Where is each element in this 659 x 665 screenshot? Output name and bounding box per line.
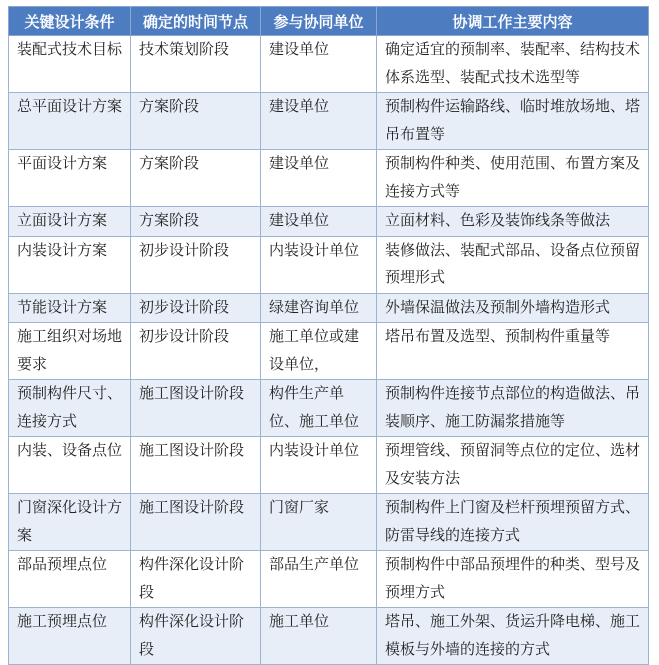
cell-participants: 内装设计单位: [261, 437, 377, 494]
cell-time-node: 技术策划阶段: [131, 36, 261, 93]
cell-condition: 部品预埋点位: [9, 551, 131, 608]
cell-content: 外墙保温做法及预制外墙构造形式: [377, 293, 649, 323]
cell-participants: 施工单位或建设单位，: [261, 323, 377, 380]
cell-condition: 内装、设备点位: [9, 437, 131, 494]
header-main-content: 协调工作主要内容: [377, 7, 649, 36]
cell-condition: 施工组织对场地要求: [9, 323, 131, 380]
cell-time-node: 方案阶段: [131, 207, 261, 237]
cell-content: 立面材料、色彩及装饰线条等做法: [377, 207, 649, 237]
cell-time-node: 方案阶段: [131, 150, 261, 207]
cell-participants: 内装设计单位: [261, 236, 377, 293]
coordination-table: [8, 6, 649, 665]
cell-condition: 预制构件尺寸、连接方式: [9, 380, 131, 437]
header-key-condition: 关键设计条件: [9, 7, 131, 36]
cell-time-node: 初步设计阶段: [131, 236, 261, 293]
cell-content: 预制构件种类、使用范围、布置方案及连接方式等: [377, 150, 649, 207]
cell-participants: 构件生产单位、施工单位: [261, 380, 377, 437]
cell-content: 预制构件运输路线、临时堆放场地、塔吊布置等: [377, 93, 649, 150]
cell-time-node: 构件深化设计阶段: [131, 608, 261, 665]
cell-participants: 建设单位: [261, 93, 377, 150]
cell-content: 预制构件上门窗及栏杆预埋预留方式、防雷导线的连接方式: [377, 494, 649, 551]
cell-condition: 节能设计方案: [9, 293, 131, 323]
cell-participants: 建设单位: [261, 150, 377, 207]
cell-time-node: 构件深化设计阶段: [131, 551, 261, 608]
table-row: [9, 608, 649, 665]
table-container: [8, 6, 648, 665]
table-row: [9, 380, 649, 437]
cell-time-node: 施工图设计阶段: [131, 380, 261, 437]
cell-time-node: 施工图设计阶段: [131, 494, 261, 551]
cell-condition: 装配式技术目标: [9, 36, 131, 93]
cell-content: 确定适宜的预制率、装配率、结构技术体系选型、装配式技术选型等: [377, 36, 649, 93]
table-row: [9, 494, 649, 551]
cell-condition: 内装设计方案: [9, 236, 131, 293]
header-participants: 参与协同单位: [261, 7, 377, 36]
cell-condition: 门窗深化设计方案: [9, 494, 131, 551]
cell-condition: 立面设计方案: [9, 207, 131, 237]
cell-participants: 建设单位: [261, 207, 377, 237]
cell-condition: 施工预埋点位: [9, 608, 131, 665]
cell-participants: 门窗厂家: [261, 494, 377, 551]
cell-time-node: 方案阶段: [131, 93, 261, 150]
cell-content: 装修做法、装配式部品、设备点位预留预埋形式: [377, 236, 649, 293]
table-row: [9, 323, 649, 380]
header-time-node: 确定的时间节点: [131, 7, 261, 36]
table-row: [9, 551, 649, 608]
cell-time-node: 初步设计阶段: [131, 293, 261, 323]
table-row: [9, 207, 649, 237]
table-row: [9, 236, 649, 293]
cell-content: 预埋管线、预留洞等点位的定位、选材及安装方法: [377, 437, 649, 494]
cell-content: 塔吊布置及选型、预制构件重量等: [377, 323, 649, 380]
cell-participants: 绿建咨询单位: [261, 293, 377, 323]
cell-content: 预制构件连接节点部位的构造做法、吊装顺序、施工防漏浆措施等: [377, 380, 649, 437]
table-row: [9, 293, 649, 323]
cell-participants: 施工单位: [261, 608, 377, 665]
header-row: [9, 7, 649, 36]
table-row: [9, 437, 649, 494]
cell-content: 预制构件中部品预埋件的种类、型号及预埋方式: [377, 551, 649, 608]
cell-participants: 部品生产单位: [261, 551, 377, 608]
cell-participants: 建设单位: [261, 36, 377, 93]
cell-condition: 总平面设计方案: [9, 93, 131, 150]
table-row: [9, 150, 649, 207]
cell-condition: 平面设计方案: [9, 150, 131, 207]
table-row: [9, 93, 649, 150]
cell-time-node: 施工图设计阶段: [131, 437, 261, 494]
table-row: [9, 36, 649, 93]
cell-content: 塔吊、施工外架、货运升降电梯、施工模板与外墙的连接的方式: [377, 608, 649, 665]
cell-time-node: 初步设计阶段: [131, 323, 261, 380]
